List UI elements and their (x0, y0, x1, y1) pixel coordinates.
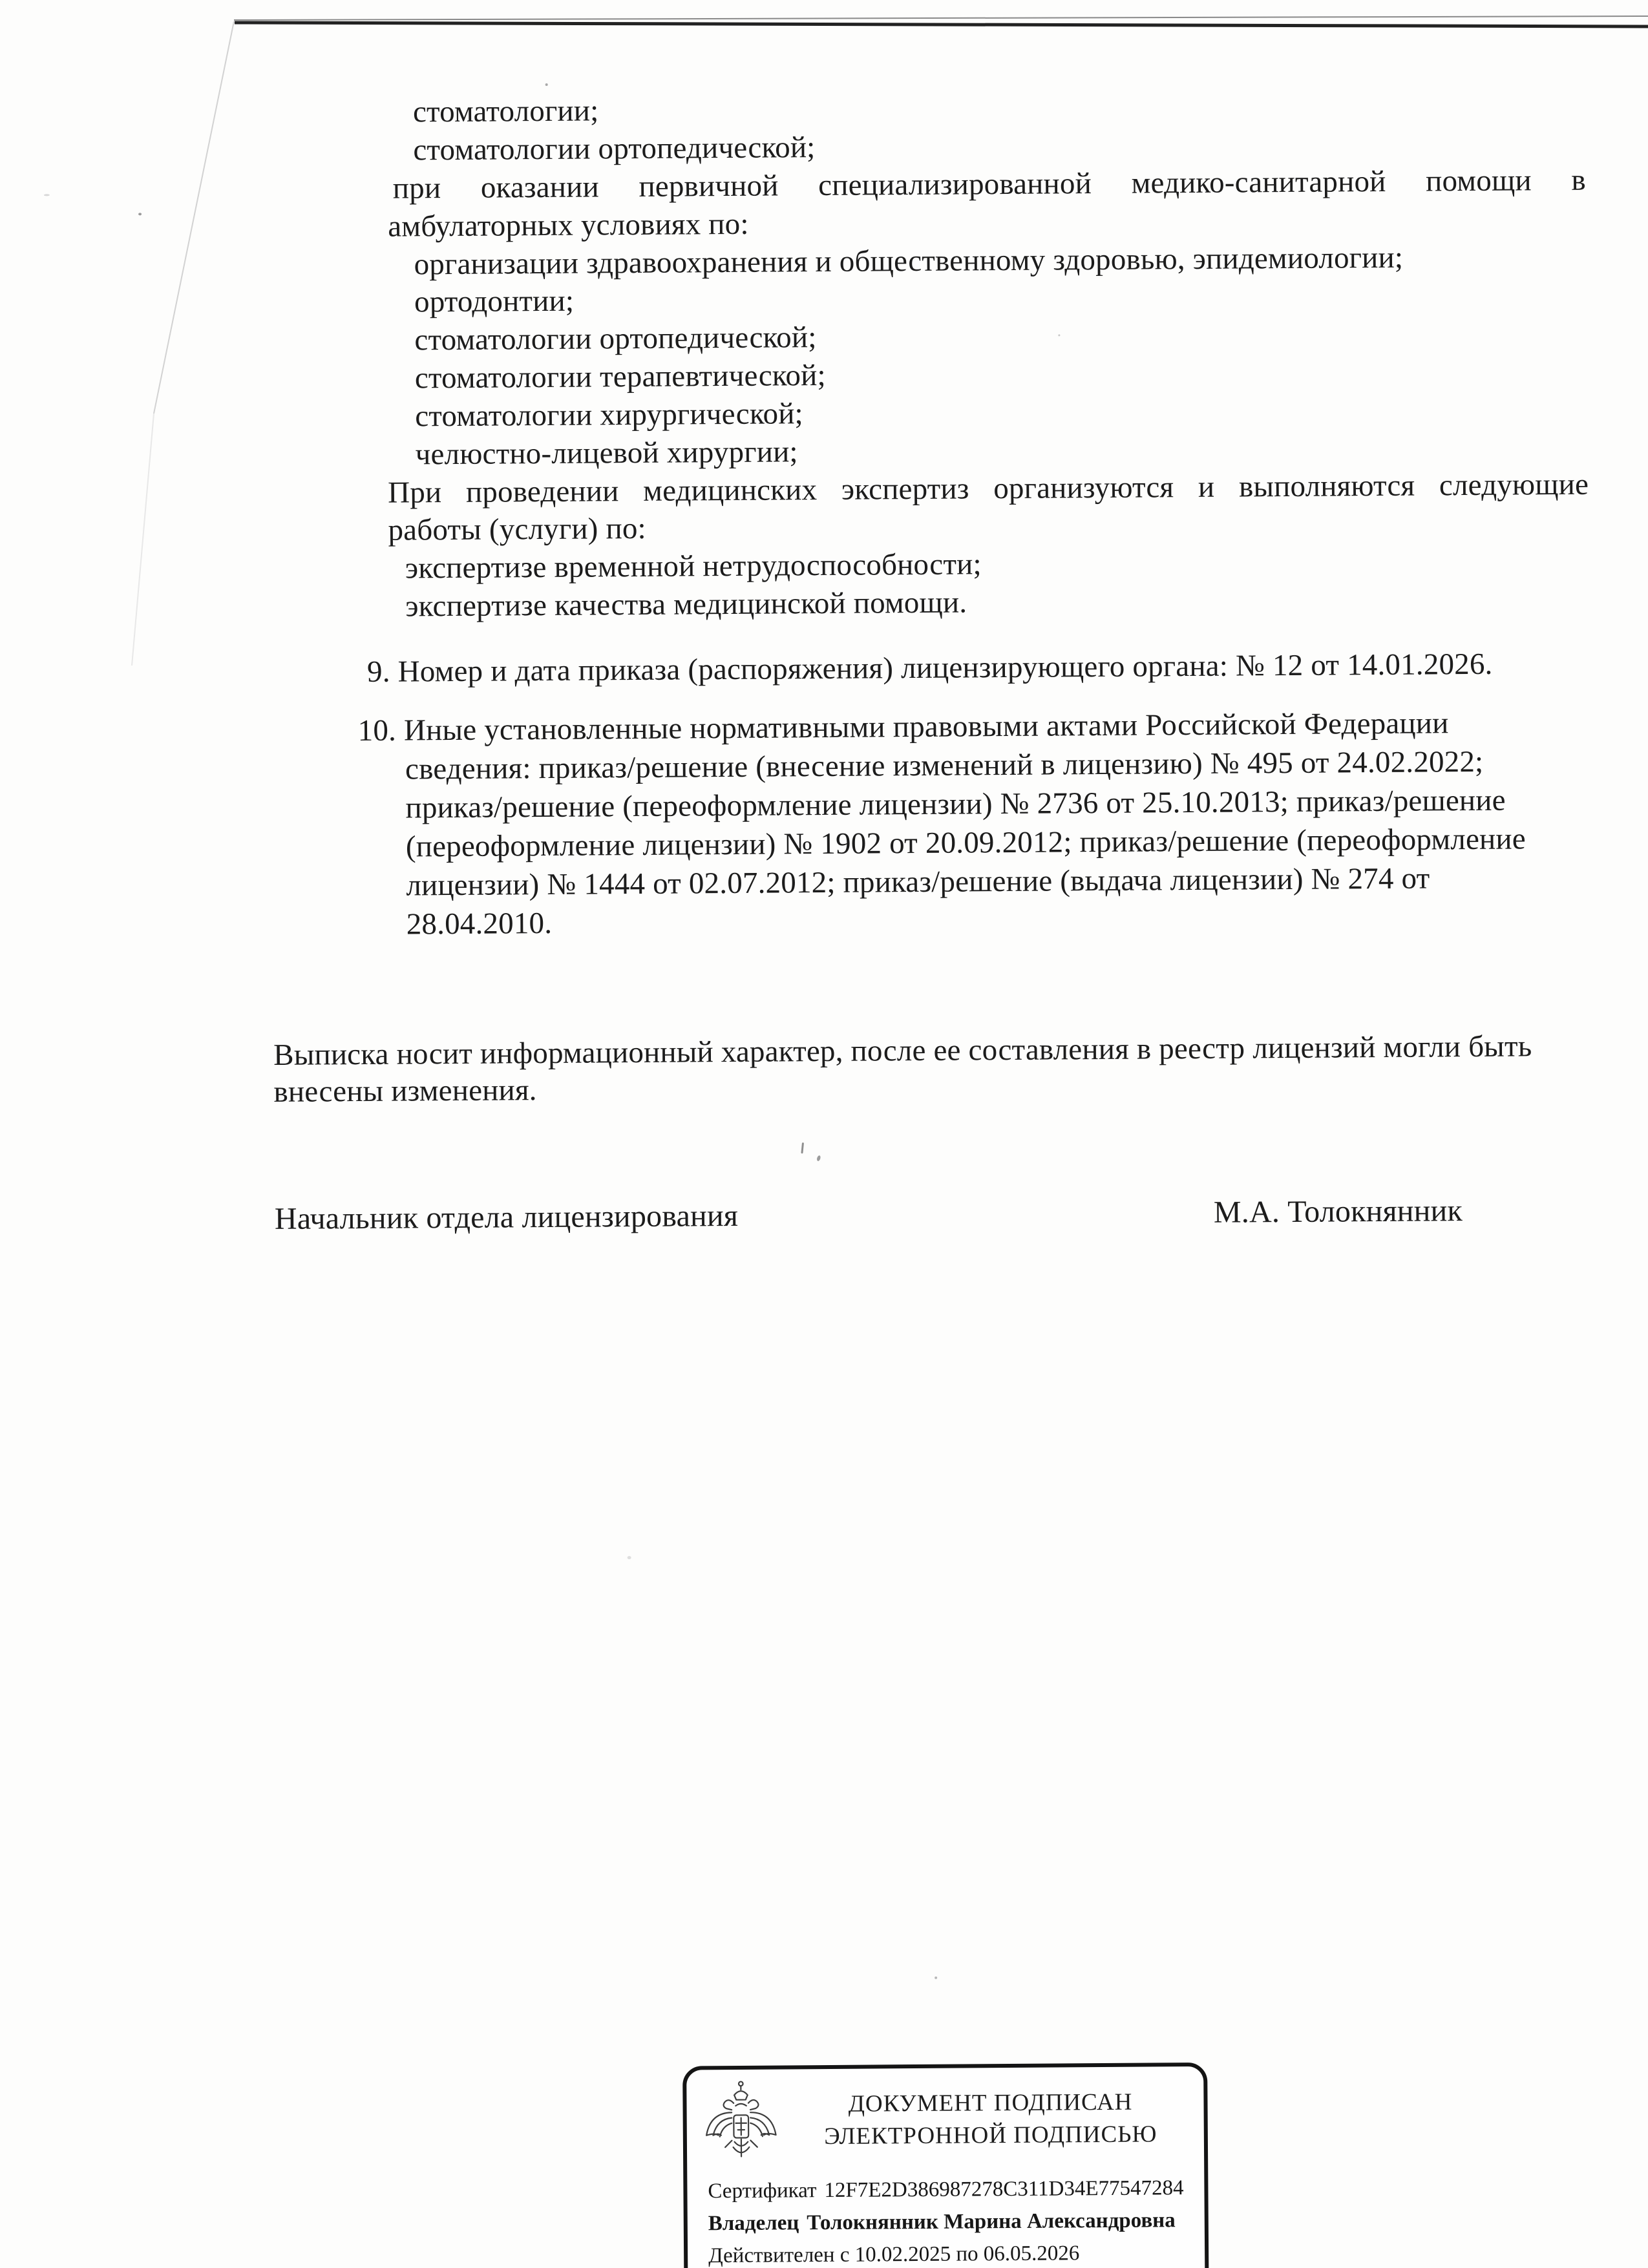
scan-speck (545, 83, 548, 86)
service-line: экспертизе временной нетрудоспособности; (405, 547, 982, 585)
scan-speck (801, 1142, 804, 1153)
service-line: ортодонтии; (414, 284, 575, 319)
paragraph-line: при оказании первичной специализированной медико-санитарной помощи в (392, 163, 1586, 205)
paragraph-line: При проведении медицинских экспертиз организуются и выполняются следующие (387, 467, 1589, 510)
item10-line: приказ/решение (переоформление лицензии) № 2736 от 25.10.2013; приказ/решение (405, 783, 1506, 825)
note-line: Выписка носит информационный характер, после ее составления в реестр лицензий могли быть (273, 1029, 1532, 1072)
scan-speck (816, 1155, 821, 1162)
item10-line: 28.04.2010. (406, 906, 553, 941)
item10-line: (переоформление лицензии) № 1902 от 20.09.2012; приказ/решение (переоформление (405, 822, 1526, 864)
scan-speck (44, 194, 50, 196)
owner-value: Толокнянник Марина Александровна (807, 2209, 1176, 2235)
stamp-title-line1: ДОКУМЕНТ ПОДПИСАН (848, 2088, 1133, 2117)
certificate-value: 12F7E2D386987278C311D34E77547284 (824, 2176, 1184, 2203)
paragraph-line: работы (услуги) по: (388, 511, 647, 547)
service-line: стоматологии ортопедической; (414, 320, 817, 357)
item10-line: сведения: приказ/решение (внесение изменений в лицензию) № 495 от 24.02.2022; (405, 744, 1484, 786)
certificate-line (708, 2176, 1183, 2203)
service-line: стоматологии; (412, 94, 599, 129)
double-headed-eagle-icon (701, 2079, 781, 2174)
scan-speck (138, 213, 142, 215)
service-line: челюстно-лицевой хирургии; (415, 435, 798, 472)
scan-speck (1058, 334, 1060, 336)
certificate-label: Сертификат (708, 2179, 817, 2203)
owner-label: Владелец (708, 2211, 799, 2236)
note-line: внесены изменения. (273, 1073, 537, 1109)
service-line: экспертизе качества медицинской помощи. (405, 585, 967, 624)
paragraph-line: амбулаторных условиях по: (388, 207, 749, 244)
service-line: стоматологии терапевтической; (414, 358, 826, 395)
validity-line: Действителен с 10.02.2025 по 06.05.2026 (708, 2242, 1080, 2268)
item10-line: лицензии) № 1444 от 02.07.2012; приказ/решение (выдача лицензии) № 274 от (406, 861, 1430, 903)
signature-name: М.А. Толокнянник (1213, 1193, 1463, 1230)
service-line: стоматологии ортопедической; (413, 131, 816, 167)
signature-position: Начальник отдела лицензирования (274, 1198, 739, 1236)
service-line: организации здравоохранения и общественному здоровью, эпидемиологии; (414, 240, 1404, 282)
owner-line (708, 2209, 1176, 2235)
scan-speck (935, 1977, 937, 1979)
item9-line: 9. Номер и дата приказа (распоряжения) лицензирующего органа: № 12 от 14.01.2026. (366, 647, 1493, 689)
stamp-title-line2: ЭЛЕКТРОННОЙ ПОДПИСЬЮ (824, 2121, 1157, 2150)
item10-line: 10. Иные установленные нормативными правовыми актами Российской Федерации (357, 706, 1449, 748)
scan-speck (628, 1556, 631, 1559)
service-line: стоматологии хирургической; (415, 397, 804, 434)
electronic-signature-stamp (682, 2063, 1209, 2268)
stamp-title (790, 2086, 1191, 2153)
